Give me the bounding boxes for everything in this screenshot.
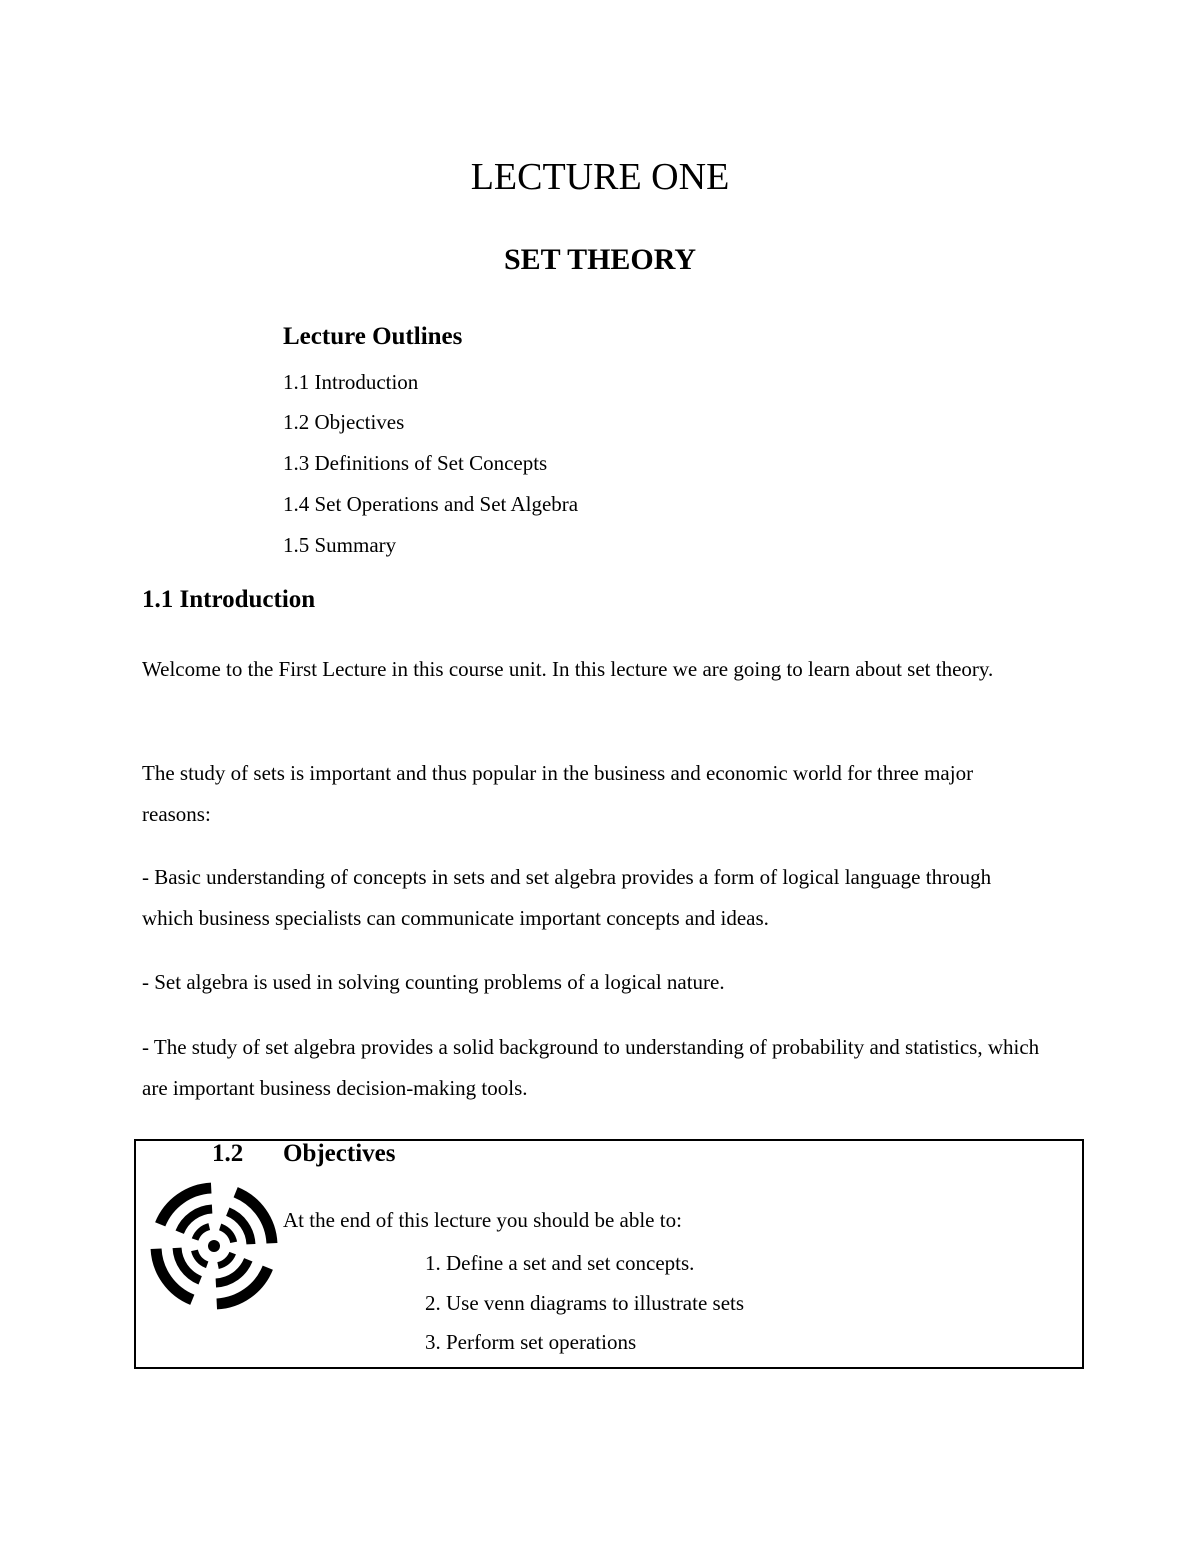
introduction-paragraph: - The study of set algebra provides a solid background to understanding of probability and statistics, which are important business decision-making tools. xyxy=(142,1035,1040,1100)
outline-item: 1.1 Introduction xyxy=(283,370,419,394)
introduction-paragraph: Welcome to the First Lecture in this course unit. In this lecture we are going to learn about set theory. xyxy=(142,657,994,681)
objectives-number: 1.2 xyxy=(212,1140,244,1167)
objectives-heading: Objectives xyxy=(283,1140,396,1167)
introduction-paragraph: - Basic understanding of concepts in sets and set algebra provides a form of logical language through which business specialists can communicate important concepts and ideas. xyxy=(142,865,992,930)
lecture-title: LECTURE ONE xyxy=(470,156,730,198)
outline-item: 1.3 Definitions of Set Concepts xyxy=(283,451,548,475)
outline-heading: Lecture Outlines xyxy=(283,323,463,350)
lecture-subtitle: SET THEORY xyxy=(503,243,697,276)
introduction-heading: 1.1 Introduction xyxy=(142,586,316,613)
objective-item: 3. Perform set operations xyxy=(425,1330,637,1354)
introduction-paragraph: The study of sets is important and thus popular in the business and economic world for three major reasons: xyxy=(142,761,974,826)
target-icon xyxy=(148,1180,280,1312)
objective-item: 2. Use venn diagrams to illustrate sets xyxy=(425,1291,745,1315)
objectives-intro: At the end of this lecture you should be able to: xyxy=(283,1208,682,1232)
outline-item: 1.5 Summary xyxy=(283,533,397,557)
objective-item: 1. Define a set and set concepts. xyxy=(425,1251,695,1275)
introduction-paragraph: - Set algebra is used in solving counting problems of a logical nature. xyxy=(142,970,725,994)
outline-item: 1.4 Set Operations and Set Algebra xyxy=(283,492,579,516)
outline-item: 1.2 Objectives xyxy=(283,410,405,434)
